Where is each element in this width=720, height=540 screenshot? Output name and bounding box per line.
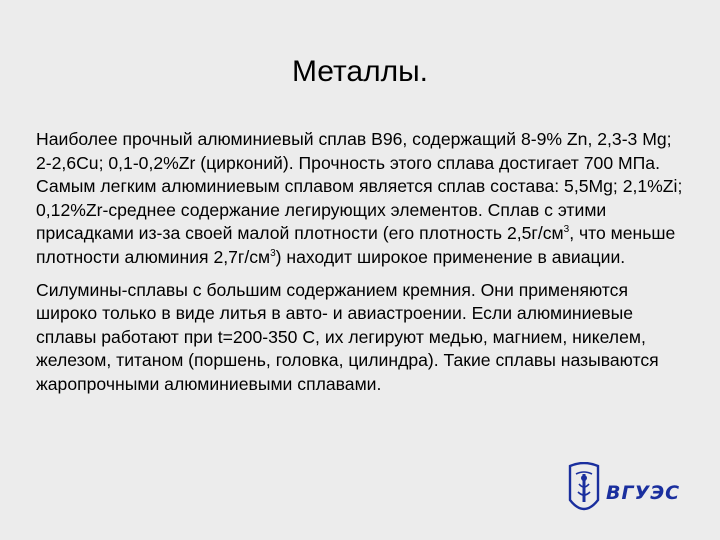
slide-title: Металлы. [291,55,428,88]
paragraph-1-text-c: ) находит широкое применение в авиации. [275,246,626,267]
slide-body [36,128,686,406]
paragraph-1 [36,128,686,270]
logo-text: ВГУЭС [606,482,681,504]
paragraph-1-text-b: , что меньше плотности алюминия 2,7г/см [36,223,676,267]
emblem-icon [566,462,602,518]
university-logo [566,462,681,520]
superscript-a: 3 [563,224,570,236]
superscript-b: 3 [270,248,276,260]
paragraph-1-text-a: Наиболее прочный алюминиевый сплав В96, содержащий 8-9% Zn, 2,3-3 Mg; 2-2,6Cu; 0,1-0,2%Zr (цирконий). Прочность этого сплава достигает 700 МПа. Самым легким алюминиевым сплавом является сплав состава: 5,5Mg; 2,1%Zi; 0,12%Zr-среднее содержание легирующих элементов. Сплав с этими присадками из-за своей малой плотности (его плотность 2,5г/см [36,129,683,244]
paragraph-2: Силумины-сплавы с большим содержанием кремния. Они применяются широко только в виде литья в авто- и авиастроении. Если алюминиевые сплавы работают при t=200-350 С, их легируют медью, магнием, никелем, железом, титаном (поршень, головка, цилиндра). Такие сплавы называются жаропрочными алюминиевыми сплавами. [36,279,659,394]
